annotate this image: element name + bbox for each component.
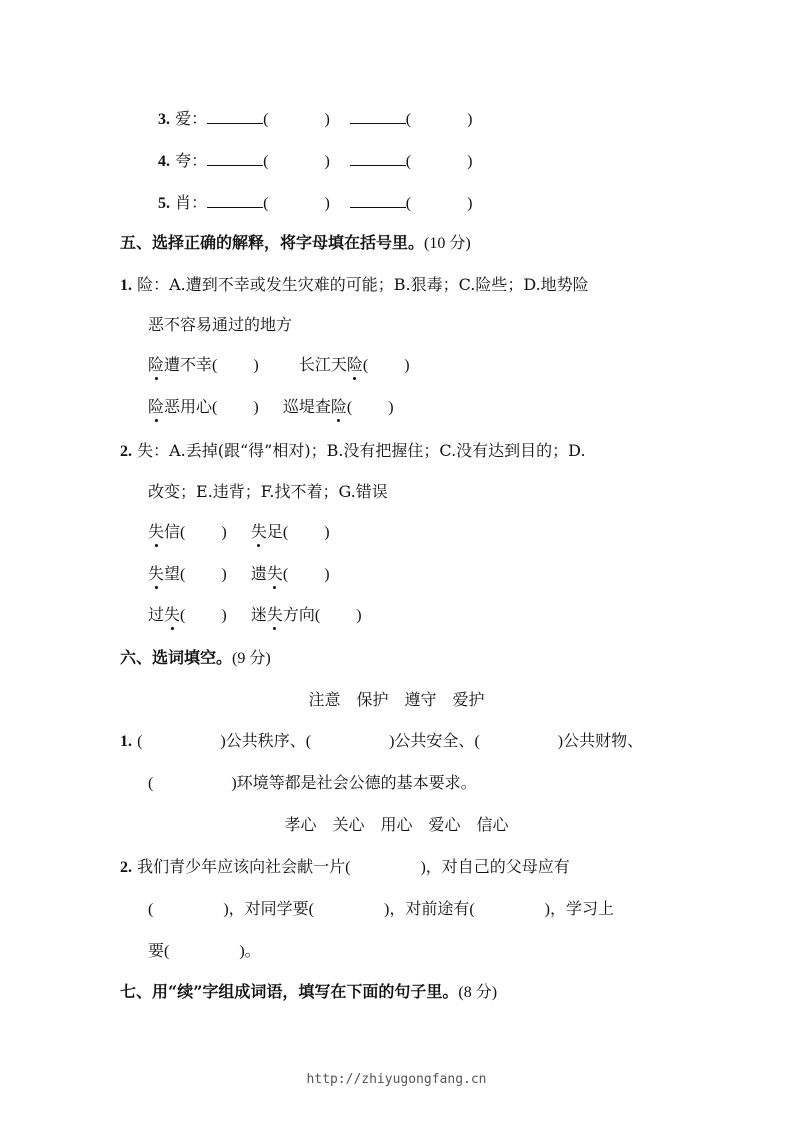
word-bank-2: 孝心 关心 用心 爱心 信心	[284, 815, 509, 834]
answer-blank[interactable]	[350, 192, 406, 208]
term-item: 失足	[250, 522, 283, 541]
sec5-q2-definition: 2. 失：A.丢掉(跟“得”相对)；B.没有把握住；C.没有达到目的；D.	[120, 441, 586, 460]
sec6-q1-line1: 1. ( )公共秩序、( )公共安全、( )公共财物、	[120, 731, 644, 750]
section-6-heading: 六、选词填空。(9 分)	[120, 648, 271, 667]
q4-row-3: 3. 爱： ( ) ( )	[158, 109, 473, 128]
sec6-q2-line2: ( )，对同学要( )，对前途有( )，学习上	[148, 899, 615, 918]
sec5-q2-definition-cont: 改变；E.违背；F.找不着；G.错误	[148, 482, 388, 501]
sec6-q2-line3: 要( )。	[148, 941, 261, 960]
sec5-q2-items-row3: 过失( ) 迷失方向( )	[148, 605, 362, 624]
sec5-q1-items-row1: 险遭不幸( ) 长江天险( )	[148, 355, 410, 374]
answer-blank[interactable]	[350, 150, 406, 166]
term-item: 长江天险	[298, 355, 363, 374]
term-item: 巡堤查险	[282, 397, 347, 416]
sec5-q1-definition-cont: 恶不容易通过的地方	[148, 315, 293, 334]
term-item: 失信	[148, 522, 181, 541]
answer-blank[interactable]	[350, 108, 406, 124]
sec5-q2-items-row1: 失信( ) 失足( )	[148, 522, 330, 541]
sec6-q2-line1: 2. 我们青少年应该向社会献一片( )，对自己的父母应有	[120, 857, 570, 876]
q4-row-4: 4. 夸： ( ) ( )	[158, 151, 473, 170]
section-7-heading: 七、用“续”字组成词语，填写在下面的句子里。(8 分)	[120, 982, 498, 1001]
sec5-q1-definition: 1. 险：A.遭到不幸或发生灾难的可能；B.狠毒；C.险些；D.地势险	[120, 275, 589, 294]
term-item: 失望	[148, 564, 181, 583]
sec6-q1-line2: ( )环境等都是社会公德的基本要求。	[148, 773, 477, 792]
term-item: 遗失	[250, 564, 283, 583]
answer-blank[interactable]	[207, 192, 263, 208]
term-item: 过失	[148, 605, 181, 624]
answer-blank[interactable]	[207, 108, 263, 124]
term-item: 险恶用心	[148, 397, 213, 416]
word-bank-1: 注意 保护 遵守 爱护	[308, 690, 485, 709]
footer-url: http://zhiyugongfang.cn	[306, 1072, 487, 1087]
answer-blank[interactable]	[207, 150, 263, 166]
sec5-q1-items-row2: 险恶用心( ) 巡堤查险( )	[148, 397, 394, 416]
section-5-heading: 五、选择正确的解释，将字母填在括号里。(10 分)	[120, 233, 471, 252]
q4-row-5: 5. 肖： ( ) ( )	[158, 193, 473, 212]
sec5-q2-items-row2: 失望( ) 遗失( )	[148, 564, 330, 583]
term-item: 迷失方向	[250, 605, 315, 624]
term-item: 险遭不幸	[148, 355, 213, 374]
